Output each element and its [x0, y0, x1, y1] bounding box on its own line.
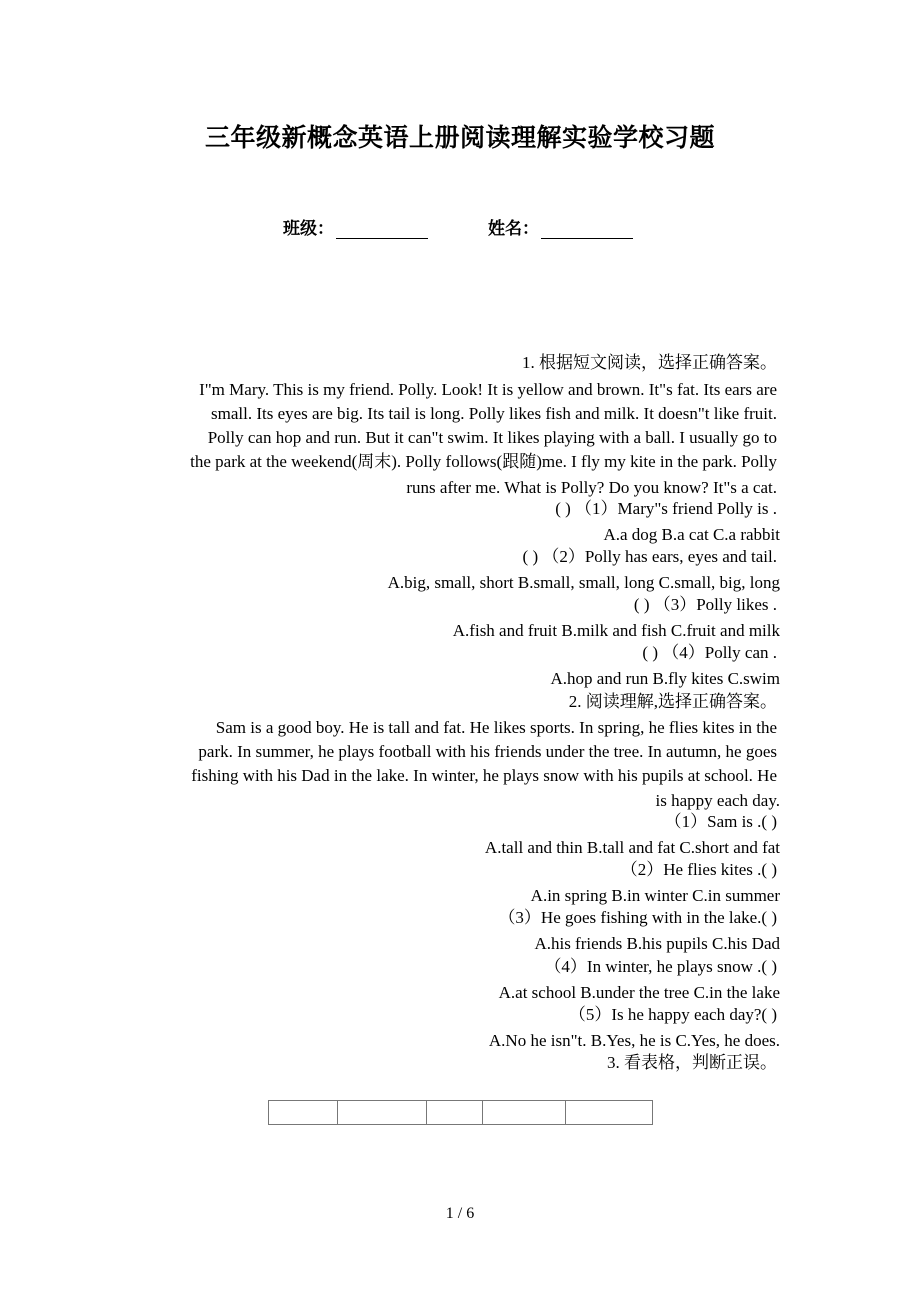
table-cell: [338, 1101, 427, 1125]
page-title: 三年级新概念英语上册阅读理解实验学校习题: [204, 125, 715, 152]
section2-question: （2）He flies kites .( ): [620, 860, 777, 879]
section2-passage-line: park. In summer, he plays football with his friends under the tree. In autumn, he goes: [198, 742, 777, 761]
name-label: 姓名：: [488, 219, 539, 238]
section1-passage-line: the park at the weekend(周末). Polly follows(跟随)me. I fly my kite in the park. Polly: [190, 452, 777, 471]
section2-options: A.his friends B.his pupils C.his Dad: [534, 934, 780, 953]
section2-options: A.at school B.under the tree C.in the lake: [498, 983, 780, 1002]
section1-passage-line: I"m Mary. This is my friend. Polly. Look! It is yellow and brown. It"s fat. Its ears are: [199, 380, 777, 399]
class-label: 班级：: [283, 219, 334, 238]
section2-passage-line: Sam is a good boy. He is tall and fat. He likes sports. In spring, he flies kites in the: [215, 718, 777, 737]
page-number: 1 / 6: [445, 1205, 475, 1222]
class-field: [283, 214, 428, 239]
section2-passage-line: fishing with his Dad in the lake. In winter, he plays snow with his pupils at school. He: [191, 766, 777, 785]
section1-options: A.hop and run B.fly kites C.swim: [550, 669, 780, 688]
table-cell: [566, 1101, 653, 1125]
table-cell: [483, 1101, 566, 1125]
section1-passage-line: small. Its eyes are big. Its tail is long. Polly likes fish and milk. It doesn"t like fruit.: [211, 404, 777, 423]
section2-question: （4）In winter, he plays snow .( ): [544, 957, 777, 976]
table-cell: [427, 1101, 483, 1125]
section1-question: ( ) （4）Polly can .: [642, 643, 777, 662]
section1-options: A.big, small, short B.small, small, long C.small, big, long: [387, 573, 780, 592]
section1-options: A.a dog B.a cat C.a rabbit: [603, 525, 780, 544]
name-blank[interactable]: [541, 220, 633, 239]
section2-options: A.tall and thin B.tall and fat C.short and fat: [484, 838, 780, 857]
section2-question: （5）Is he happy each day?( ): [568, 1005, 777, 1024]
table-cell: [269, 1101, 338, 1125]
section2-options: A.in spring B.in winter C.in summer: [530, 886, 780, 905]
table-row: [269, 1101, 653, 1125]
section3-heading: 3. 看表格，判断正误。: [607, 1053, 777, 1072]
section1-options: A.fish and fruit B.milk and fish C.fruit and milk: [452, 621, 780, 640]
section1-question: ( ) （2）Polly has ears, eyes and tail.: [522, 547, 777, 566]
section1-heading: 1. 根据短文阅读，选择正确答案。: [522, 353, 777, 372]
section1-passage-line: Polly can hop and run. But it can"t swim. It likes playing with a ball. I usually go to: [207, 428, 777, 447]
section2-options: A.No he isn"t. B.Yes, he is C.Yes, he does.: [488, 1031, 780, 1050]
class-blank[interactable]: [336, 220, 428, 239]
section2-passage-line: is happy each day.: [655, 791, 780, 810]
judgement-table: [268, 1100, 653, 1125]
section1-passage-line: runs after me. What is Polly? Do you know? It"s a cat.: [406, 478, 777, 497]
section2-question: （1）Sam is .( ): [664, 812, 777, 831]
section1-question: ( ) （3）Polly likes .: [633, 595, 777, 614]
section2-heading: 2. 阅读理解,选择正确答案。: [568, 692, 777, 711]
section1-question: ( ) （1）Mary"s friend Polly is .: [555, 499, 777, 518]
section2-question: （3）He goes fishing with in the lake.( ): [498, 908, 777, 927]
name-field: [488, 214, 633, 239]
